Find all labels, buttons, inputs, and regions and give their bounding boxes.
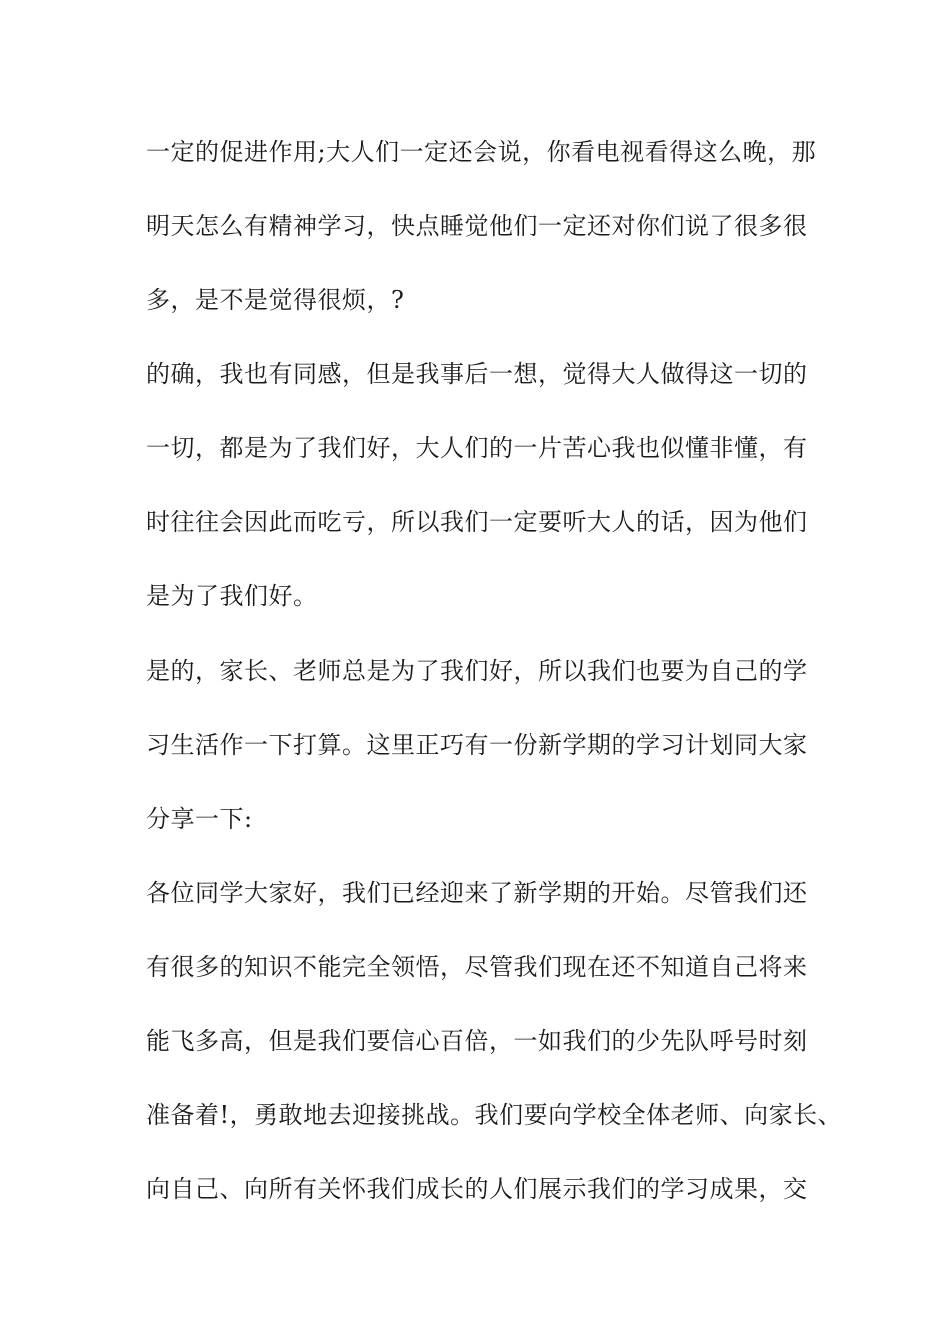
- text-line: 是为了我们好。: [146, 582, 318, 610]
- text-line: 是的，家长、老师总是为了我们好，所以我们也要为自己的学: [146, 657, 808, 685]
- text-line: 有很多的知识不能完全领悟，尽管我们现在还不知道自己将来: [146, 953, 808, 981]
- text-line: 能飞多高，但是我们要信心百倍，一如我们的少先队呼号时刻: [146, 1027, 808, 1055]
- text-line: 一定的促进作用;大人们一定还会说，你看电视看得这么晚，那: [146, 138, 817, 166]
- text-line: 准备着!，勇敢地去迎接挑战。我们要向学校全体老师、向家长、: [146, 1101, 843, 1129]
- text-line: 分享一下:: [146, 805, 253, 833]
- text-line: 一切，都是为了我们好，大人们的一片苦心我也似懂非懂，有: [146, 434, 808, 462]
- text-line: 明天怎么有精神学习，快点睡觉他们一定还对你们说了很多很: [146, 212, 808, 240]
- text-line: 的确，我也有同感，但是我事后一想，觉得大人做得这一切的: [146, 360, 808, 388]
- text-line: 各位同学大家好，我们已经迎来了新学期的开始。尽管我们还: [146, 879, 808, 907]
- text-line: 多，是不是觉得很烦，?: [146, 286, 405, 314]
- text-line: 向自己、向所有关怀我们成长的人们展示我们的学习成果，交: [146, 1175, 808, 1203]
- text-line: 习生活作一下打算。这里正巧有一份新学期的学习计划同大家: [146, 731, 808, 759]
- text-line: 时往往会因此而吃亏，所以我们一定要听大人的话，因为他们: [146, 508, 808, 536]
